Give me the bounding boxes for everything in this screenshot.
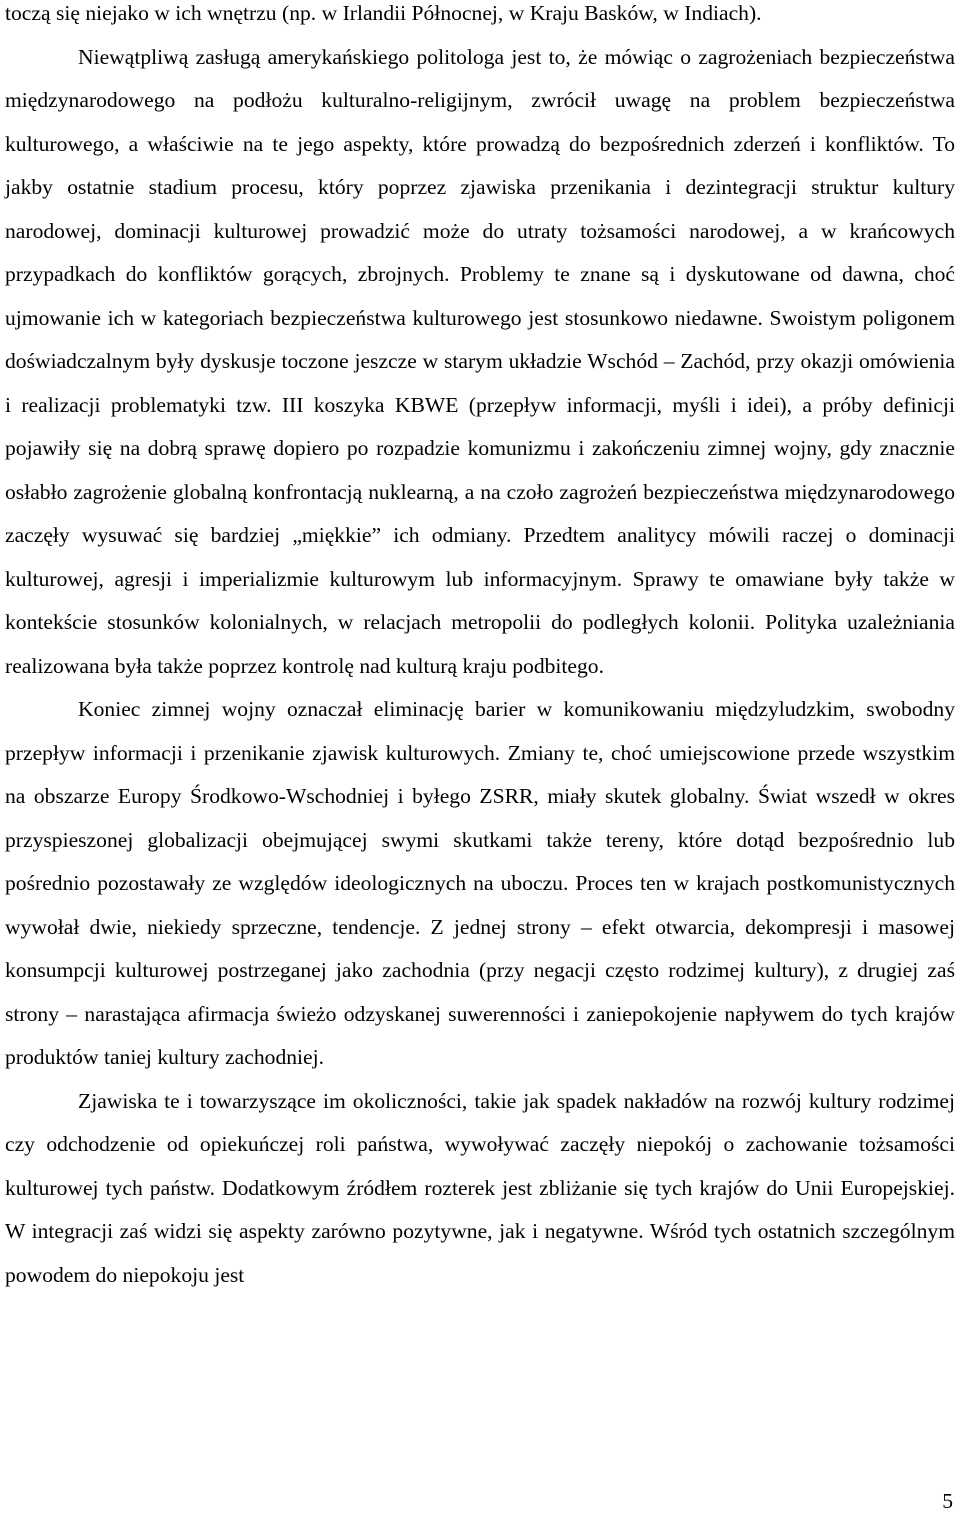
page-number: 5 [942, 1489, 953, 1513]
paragraph-continuation: toczą się niejako w ich wnętrzu (np. w Irlandii Północnej, w Kraju Basków, w Indiach). [5, 1, 762, 25]
document-page [5, 0, 955, 1297]
paragraph-cold-war-end: Koniec zimnej wojny oznaczał eliminację barier w komunikowaniu międzyludzkim, swobodny przepływ informacji i przenikanie zjawisk kulturowych. Zmiany te, choć umiejscowione przede wszystkim na obszarze Europy Środkowo-Wschodniej i byłego ZSRR, miały skutek globalny. Świat wszedł w okres przyspieszonej globalizacji obejmującej swymi skutkami także tereny, które dotąd bezpośrednio lub pośrednio pozostawały ze względów ideologicznych na uboczu. Proces ten w krajach postkomunistycznych wywołał dwie, niekiedy sprzeczne, tendencje. Z jednej strony – efekt otwarcia, dekompresji i masowej konsumpcji kulturowej postrzeganej jako zachodnia (przy negacji często rodzimej kultury), z drugiej zaś strony – narastająca afirmacja świeżo odzyskanej suwerenności i zaniepokojenie napływem do tych krajów produktów taniej kultury zachodniej. [5, 697, 955, 1069]
paragraph-huntington: Niewątpliwą zasługą amerykańskiego politologa jest to, że mówiąc o zagrożeniach bezpieczeństwa międzynarodowego na podłożu kulturalno-religijnym, zwrócił uwagę na problem bezpieczeństwa kulturowego, a właściwie na te jego aspekty, które prowadzą do bezpośrednich zderzeń i konfliktów. To jakby ostatnie stadium procesu, który poprzez zjawiska przenikania i dezintegracji struktur kultury narodowej, dominacji kulturowej prowadzić może do utraty tożsamości narodowej, a w krańcowych przypadkach do konfliktów gorących, zbrojnych. Problemy te znane są i dyskutowane od dawna, choć ujmowanie ich w kategoriach bezpieczeństwa kulturowego jest stosunkowo niedawne. Swoistym poligonem doświadczalnym były dyskusje toczone jeszcze w starym układzie Wschód – Zachód, przy okazji omówienia i realizacji problematyki tzw. III koszyka KBWE (przepływ informacji, myśli i idei), a próby definicji pojawiły się na dobrą sprawę dopiero po rozpadzie komunizmu i zakończeniu zimnej wojny, gdy znacznie osłabło zagrożenie globalną konfrontacją nuklearną, a na czoło zagrożeń bezpieczeństwa międzynarodowego zaczęły wysuwać się bardziej „miękkie” ich odmiany. Przedtem analitycy mówili raczej o dominacji kulturowej, agresji i imperializmie kulturowym lub informacyjnym. Sprawy te omawiane były także w kontekście stosunków kolonialnych, w relacjach metropolii do podległych kolonii. Polityka uzależniania realizowana była także poprzez kontrolę nad kulturą kraju podbitego. [5, 44, 955, 678]
paragraph-concerns: Zjawiska te i towarzyszące im okoliczności, takie jak spadek nakładów na rozwój kultury rodzimej czy odchodzenie od opiekuńczej roli państwa, wywoływać zaczęły niepokój o zachowanie tożsamości kulturowej tych państw. Dodatkowym źródłem rozterek jest zbliżanie się tych krajów do Unii Europejskiej. W integracji zaś widzi się aspekty zarówno pozytywne, jak i negatywne. Wśród tych ostatnich szczególnym powodem do niepokoju jest [5, 1088, 955, 1287]
